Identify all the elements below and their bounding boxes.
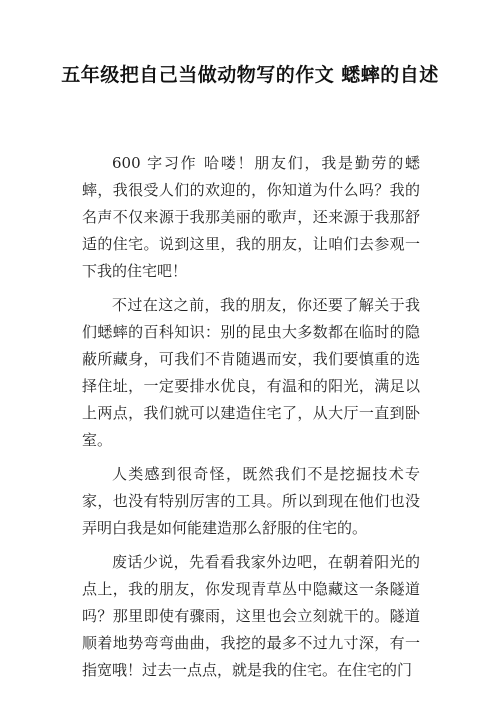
document-title: 五年级把自己当做动物写的作文 蟋蟀的自述 <box>61 64 439 86</box>
paragraph-2: 不过在这之前，我的朋友，你还要了解关于我们蟋蟀的百科知识：别的昆虫大多数都在临时的隐蔽所藏身，可我们不肯随遇而安，我们要慎重的选择住址，一定要排水优良，有温和的阳光，满足以上两点，我们就可以建造住宅了，从大厅一直到卧室。 <box>82 296 420 449</box>
paragraph-4: 废话少说，先看看我家外边吧，在朝着阳光的点上，我的朋友，你发现青草丛中隐藏这一条隧道吗？那里即使有骤雨，这里也会立刻就干的。隧道顺着地势弯弯曲曲，我挖的最多不过九寸深，有一指宽哦！过去一点点，就是我的住宅。在住宅的门 <box>82 553 420 679</box>
paragraph-3: 人类感到很奇怪，既然我们不是挖掘技术专家，也没有特别厉害的工具。所以到现在他们也没弄明白我是如何能建造那么舒服的住宅的。 <box>82 465 420 537</box>
paragraph-1: 600 字习作 哈喽！朋友们，我是勤劳的蟋蟀，我很受人们的欢迎的，你知道为什么吗？我的名声不仅来源于我那美丽的歌声，还来源于我那舒适的住宅。说到这里，我的朋友，让咱们去参观一下我的住宅吧！ <box>82 154 420 280</box>
document-body <box>82 150 420 691</box>
